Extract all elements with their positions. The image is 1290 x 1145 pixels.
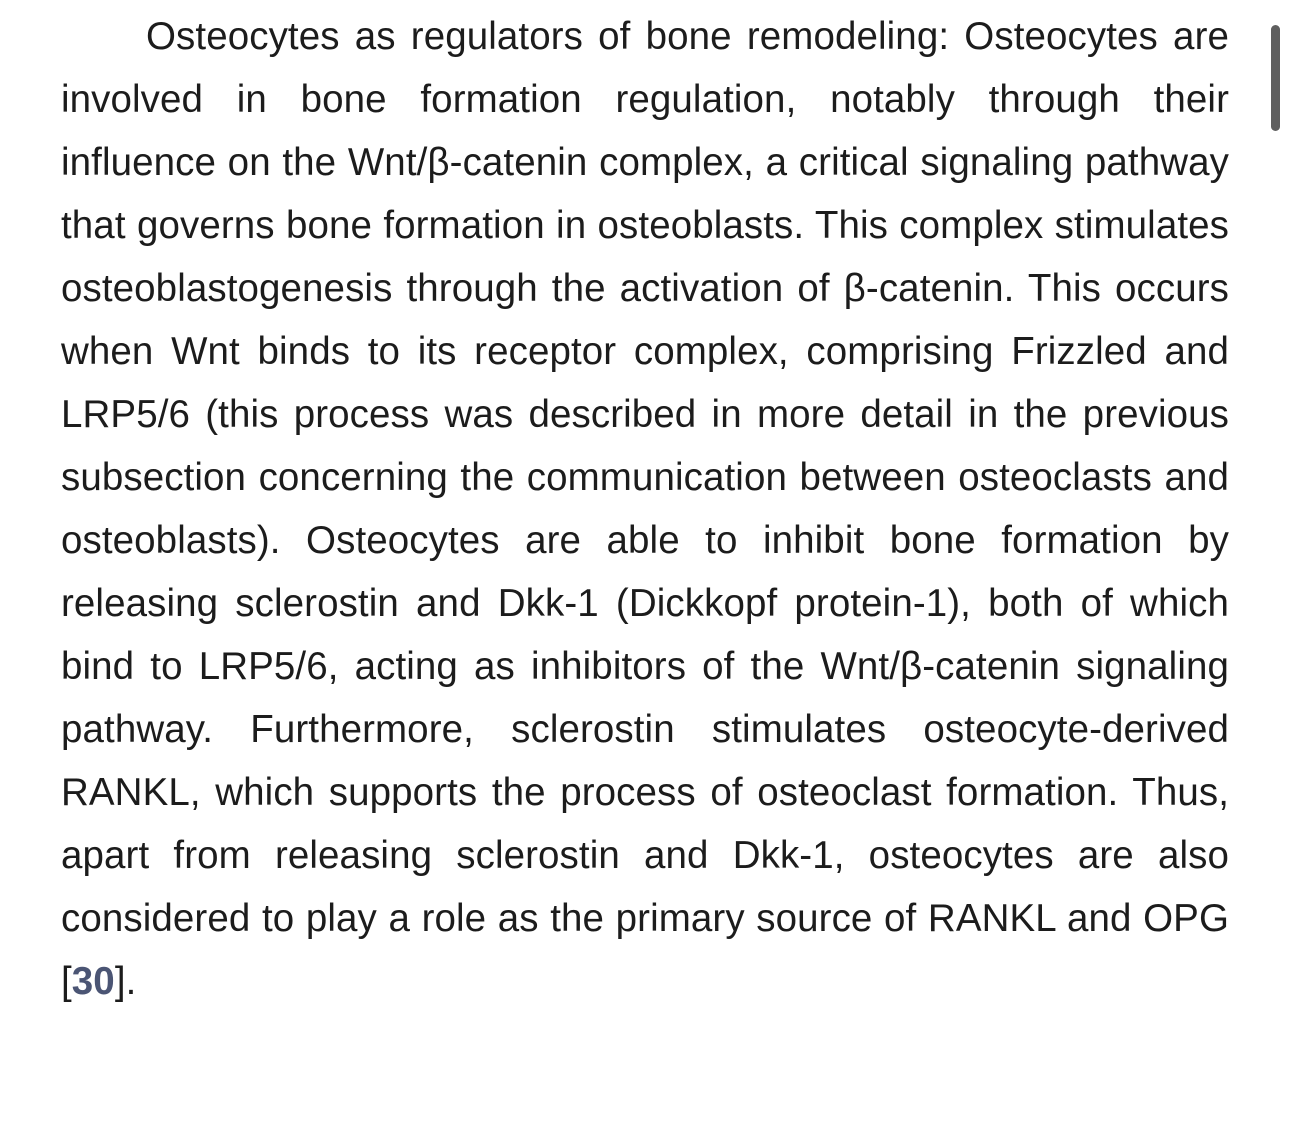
paragraph-osteocytes-remodeling [61,5,1229,1013]
citation-link-30[interactable]: 30 [71,960,115,1003]
paragraph-text: Osteocytes as regulators of bone remodeling: Osteocytes are involved in bone formation regulation, notably through their influence on the Wnt/β-catenin complex, a critical signaling pathway that governs bone formation in osteoblasts. This complex stimulates osteoblastogenesis through the activation of β-catenin. This occurs when Wnt binds to its receptor complex, comprising Frizzled and LRP5/6 (this process was described in more detail in the previous subsection concerning the communication between osteoclasts and osteoblasts). Osteocytes are able to inhibit bone formation by releasing sclerostin and Dkk-1 (Dickkopf protein-1), both of which bind to LRP5/6, acting as inhibitors of the Wnt/β-catenin signaling pathway. Furthermore, sclerostin stimulates osteocyte-derived RANKL, which supports the process of osteoclast formation. Thus, apart from releasing sclerostin and Dkk-1, osteocytes are also considered to play a role as the primary source of RANKL and OPG [ [61,15,1229,1003]
paragraph-text-end: ]. [114,960,137,1003]
vertical-scrollbar-thumb[interactable] [1271,25,1280,131]
